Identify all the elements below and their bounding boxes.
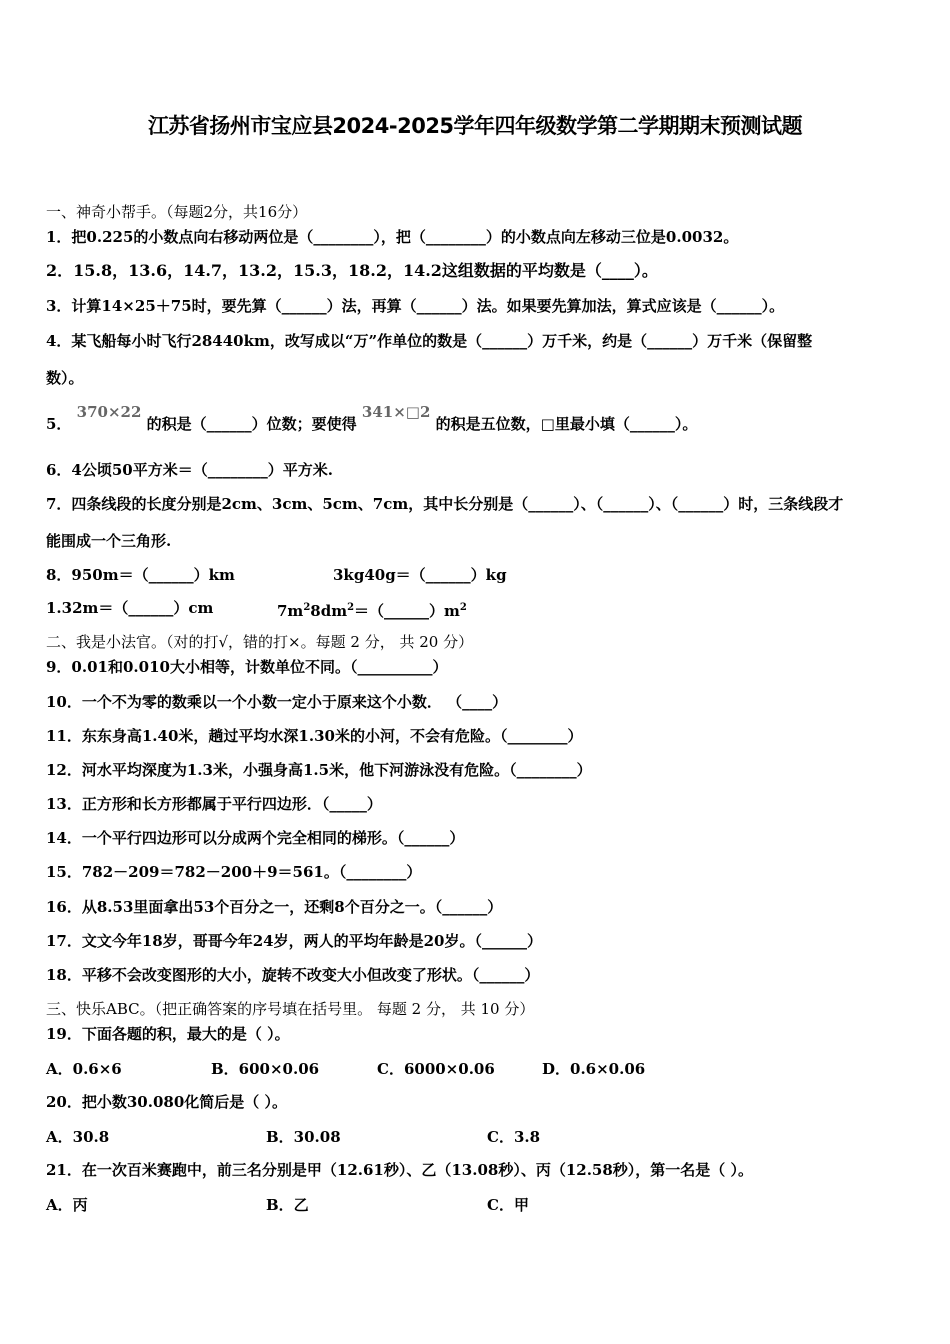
question-8-item-2: 3kg40g＝（______）kg (333, 566, 507, 584)
question-13: 13．正方形和长方形都属于平行四边形．（_____） (46, 795, 382, 813)
question-6: 6．4公顷50平方米＝（________）平方米. (46, 461, 333, 479)
question-21-option-a: A．丙 (46, 1196, 88, 1214)
question-21-option-c: C．甲 (487, 1196, 529, 1214)
question-5-expression-1: 370×22 (76, 403, 142, 421)
q8-text-a: 7m (277, 602, 304, 620)
question-5-number: 5． (46, 415, 72, 433)
q8-sup-2: 2 (347, 602, 355, 613)
section-1-heading: 一、神奇小帮手。（每题2分，共16分） (46, 203, 308, 221)
question-8-item-4 (277, 598, 467, 621)
question-4-line-1: 4．某飞船每小时飞行28440km，改写成以“万”作单位的数是（______）万千米，约是（______）万千米（保留整 (46, 332, 813, 350)
q8-text-c: ＝（______）m (354, 602, 460, 620)
question-9: 9．0.01和0.010大小相等，计数单位不同。（__________） (46, 658, 448, 676)
question-20-option-b: B．30.08 (266, 1128, 341, 1146)
question-20-option-a: A．30.8 (46, 1128, 110, 1146)
question-8-item-3: 1.32m＝（______）cm (46, 599, 214, 617)
q8-sup-1: 2 (303, 602, 311, 613)
section-3-heading: 三、快乐ABC。（把正确答案的序号填在括号里。 每题 2 分， 共 10 分） (46, 1000, 535, 1018)
question-5 (46, 403, 698, 434)
question-19-option-c: C．6000×0.06 (377, 1060, 495, 1078)
question-2: 2．15.8，13.6，14.7，13.2，15.3，18.2，14.2这组数据的平均数是（____）。 (46, 261, 658, 280)
question-7-line-2: 能围成一个三角形. (46, 532, 172, 550)
section-2-heading: 二、我是小法官。（对的打√，错的打×。每题 2 分， 共 20 分） (46, 633, 474, 651)
question-4-line-2: 数）。 (46, 369, 84, 387)
question-19: 19．下面各题的积，最大的是（ ）。 (46, 1025, 290, 1043)
question-17: 17．文文今年18岁，哥哥今年24岁，两人的平均年龄是20岁。（______） (46, 932, 542, 950)
question-21-option-b: B．乙 (266, 1196, 309, 1214)
q8-text-b: 8dm (310, 602, 348, 620)
question-10: 10．一个不为零的数乘以一个小数一定小于原来这个小数． （____） (46, 693, 508, 711)
question-16: 16．从8.53里面拿出53个百分之一，还剩8个百分之一。（______） (46, 898, 503, 916)
question-3: 3．计算14×25＋75时，要先算（______）法，再算（______）法。如果要先算加法，算式应该是（______）。 (46, 297, 785, 315)
question-18: 18．平移不会改变图形的大小，旋转不改变大小但改变了形状。（______） (46, 966, 540, 984)
question-11: 11．东东身高1.40米，趟过平均水深1.30米的小河，不会有危险。（________） (46, 727, 583, 745)
question-20: 20．把小数30.080化简后是（ ）。 (46, 1093, 288, 1111)
question-19-option-d: D．0.6×0.06 (542, 1060, 646, 1078)
question-14: 14．一个平行四边形可以分成两个完全相同的梯形。（______） (46, 829, 465, 847)
q8-sup-3: 2 (459, 602, 467, 613)
question-5-text-1: 的积是（______）位数；要使得 (146, 415, 357, 433)
question-21: 21．在一次百米赛跑中，前三名分别是甲（12.61秒）、乙（13.08秒）、丙（12.58秒），第一名是（ ）。 (46, 1161, 754, 1179)
question-8-item-1: 8．950m＝（______）km (46, 566, 235, 584)
question-7-line-1: 7．四条线段的长度分别是2cm、3cm、5cm、7cm，其中长分别是（______）、（______）、（______）时，三条线段才 (46, 495, 844, 513)
question-20-option-c: C．3.8 (487, 1128, 541, 1146)
question-19-option-a: A．0.6×6 (46, 1060, 122, 1078)
question-1: 1．把0.225的小数点向右移动两位是（________），把（________）的小数点向左移动三位是0.0032。 (46, 228, 739, 246)
page-title: 江苏省扬州市宝应县2024-2025学年四年级数学第二学期期末预测试题 (147, 114, 803, 138)
question-5-expression-2: 341×□2 (361, 403, 431, 421)
question-19-option-b: B．600×0.06 (211, 1060, 320, 1078)
question-12: 12．河水平均深度为1.3米，小强身高1.5米，他下河游泳没有危险。（________） (46, 761, 592, 779)
question-5-text-2: 的积是五位数，□里最小填（______）。 (435, 415, 698, 433)
question-15: 15．782－209＝782－200＋9＝561。（________） (46, 863, 422, 881)
